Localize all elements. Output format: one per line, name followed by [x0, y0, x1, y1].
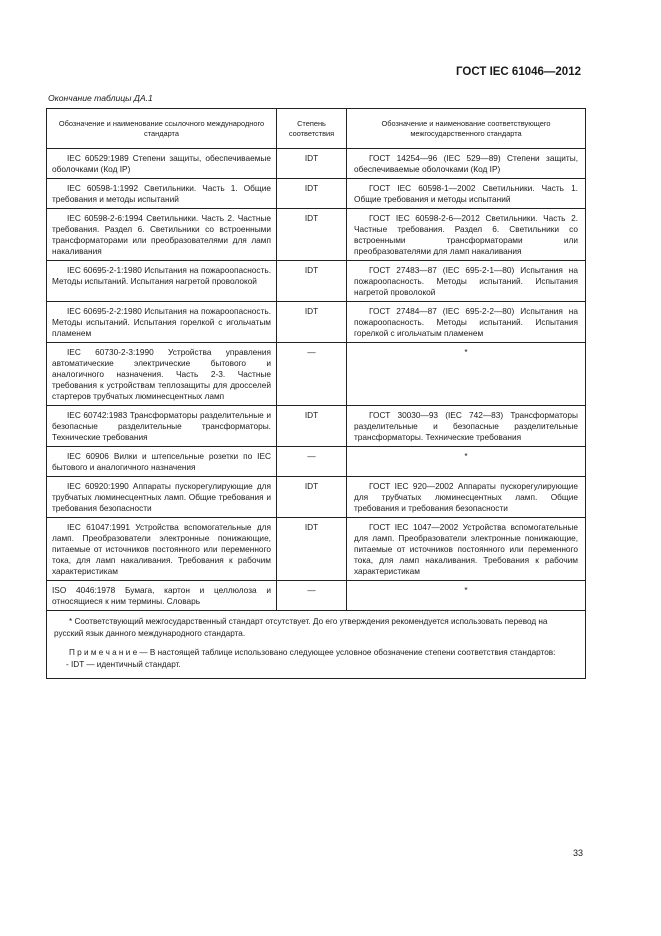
table-footnote-row: [47, 611, 586, 679]
degree-cell: IDT: [277, 261, 347, 302]
interstate-standard-cell: ГОСТ 27484—87 (IEC 695-2-2—80) Испытания на пожароопасность. Методы испытаний. Испытания горелкой с игольчатым пламенем: [347, 302, 586, 343]
degree-cell: IDT: [277, 179, 347, 209]
table-footnote-cell: [47, 611, 586, 679]
intl-standard-cell: IEC 60598-2-6:1994 Светильники. Часть 2. Частные требования. Раздел 6. Светильники со встроенными трансформаторами или преобразователями для ламп накаливания: [47, 209, 277, 261]
degree-cell: IDT: [277, 518, 347, 581]
intl-standard-cell: IEC 60529:1989 Степени защиты, обеспечиваемые оболочками (Код IP): [47, 149, 277, 179]
header-international-standard: Обозначение и наименование ссылочного международного стандарта: [47, 109, 277, 149]
interstate-standard-cell: ГОСТ IEC 60598-1—2002 Светильники. Часть 1. Общие требования и методы испытаний: [347, 179, 586, 209]
interstate-standard-cell: ГОСТ IEC 920—2002 Аппараты пускорегулирующие для трубчатых люминесцентных ламп. Общие требования и требования безопасности: [347, 477, 586, 518]
intl-standard-cell: IEC 60730-2-3:1990 Устройства управления автоматические электрические бытового и аналогичного назначения. Часть 2-3. Частные требования к устройствам теплозащиты для дросселей стартеров трубчатых люминесцентных ламп: [47, 343, 277, 406]
degree-cell: IDT: [277, 209, 347, 261]
interstate-standard-cell: ГОСТ 30030—93 (IEC 742—83) Трансформаторы разделительные и безопасные разделительные трансформаторы. Технические требования: [347, 406, 586, 447]
intl-standard-cell: IEC 61047:1991 Устройства вспомогательные для ламп. Преобразователи электронные понижающие, питаемые от источников постоянного или переменного тока, для ламп накаливания. Требования к рабочим характеристикам: [47, 518, 277, 581]
note-item: - IDT — идентичный стандарт.: [66, 659, 181, 669]
degree-cell: —: [277, 343, 347, 406]
table-row: [47, 581, 586, 611]
interstate-standard-cell: ГОСТ 27483—87 (IEC 695-2-1—80) Испытания на пожароопасность. Методы испытаний. Испытания нагретой проволокой: [347, 261, 586, 302]
interstate-standard-cell: *: [347, 581, 586, 611]
intl-standard-cell: IEC 60695-2-1:1980 Испытания на пожароопасность. Методы испытаний. Испытания нагретой проволокой: [47, 261, 277, 302]
header-degree-of-compliance: Степень соответствия: [277, 109, 347, 149]
table-row: [47, 477, 586, 518]
degree-cell: —: [277, 581, 347, 611]
note-text: — В настоящей таблице использовано следующее условное обозначение степени соответствия стандартов:: [137, 648, 556, 657]
note-label: П р и м е ч а н и е: [69, 648, 138, 657]
table-row: [47, 343, 586, 406]
table-row: [47, 518, 586, 581]
interstate-standard-cell: ГОСТ 14254—96 (IEC 529—89) Степени защиты, обеспечиваемые оболочками (Код IP): [347, 149, 586, 179]
degree-cell: —: [277, 447, 347, 477]
intl-standard-cell: IEC 60906 Вилки и штепсельные розетки по IEC бытового и аналогичного назначения: [47, 447, 277, 477]
intl-standard-cell: IEC 60742:1983 Трансформаторы разделительные и безопасные разделительные трансформаторы. Технические требования: [47, 406, 277, 447]
table-header-row: [47, 109, 586, 149]
table-row: [47, 302, 586, 343]
degree-cell: IDT: [277, 477, 347, 518]
standard-code-header: ГОСТ IEC 61046—2012: [456, 66, 581, 78]
interstate-standard-cell: *: [347, 343, 586, 406]
interstate-standard-cell: *: [347, 447, 586, 477]
degree-cell: IDT: [277, 302, 347, 343]
intl-standard-cell: IEC 60920:1990 Аппараты пускорегулирующие для трубчатых люминесцентных ламп. Общие требования и требования безопасности: [47, 477, 277, 518]
page-number: 33: [572, 848, 583, 858]
header-interstate-standard: Обозначение и наименование соответствующего межгосударственного стандарта: [347, 109, 586, 149]
intl-standard-cell: ISO 4046:1978 Бумага, картон и целлюлоза и относящиеся к ним термины. Словарь: [47, 581, 277, 611]
degree-cell: IDT: [277, 149, 347, 179]
standards-reference-table: [46, 108, 586, 679]
interstate-standard-cell: ГОСТ IEC 1047—2002 Устройства вспомогательные для ламп. Преобразователи электронные понижающие, питаемые от источников постоянного или переменного тока, для ламп накаливания. Требования к рабочим характеристикам: [347, 518, 586, 581]
table-caption: Окончание таблицы ДА.1: [48, 93, 153, 103]
table-row: [47, 149, 586, 179]
table-row: [47, 261, 586, 302]
degree-cell: IDT: [277, 406, 347, 447]
interstate-standard-cell: ГОСТ IEC 60598-2-6—2012 Светильники. Часть 2. Частные требования. Раздел 6. Светильники со встроенными трансформаторами или преобразователями для ламп накаливания: [347, 209, 586, 261]
table-row: [47, 209, 586, 261]
table-row: [47, 179, 586, 209]
table-row: [47, 406, 586, 447]
table-row: [47, 447, 586, 477]
intl-standard-cell: IEC 60695-2-2:1980 Испытания на пожароопасность. Методы испытаний. Испытания горелкой с игольчатым пламенем: [47, 302, 277, 343]
intl-standard-cell: IEC 60598-1:1992 Светильники. Часть 1. Общие требования и методы испытаний: [47, 179, 277, 209]
footnote-text: * Соответствующий межгосударственный стандарт отсутствует. До его утверждения рекомендуется использовать перевод на русский язык данного международного стандарта.: [54, 617, 548, 638]
table-note: [54, 647, 575, 659]
